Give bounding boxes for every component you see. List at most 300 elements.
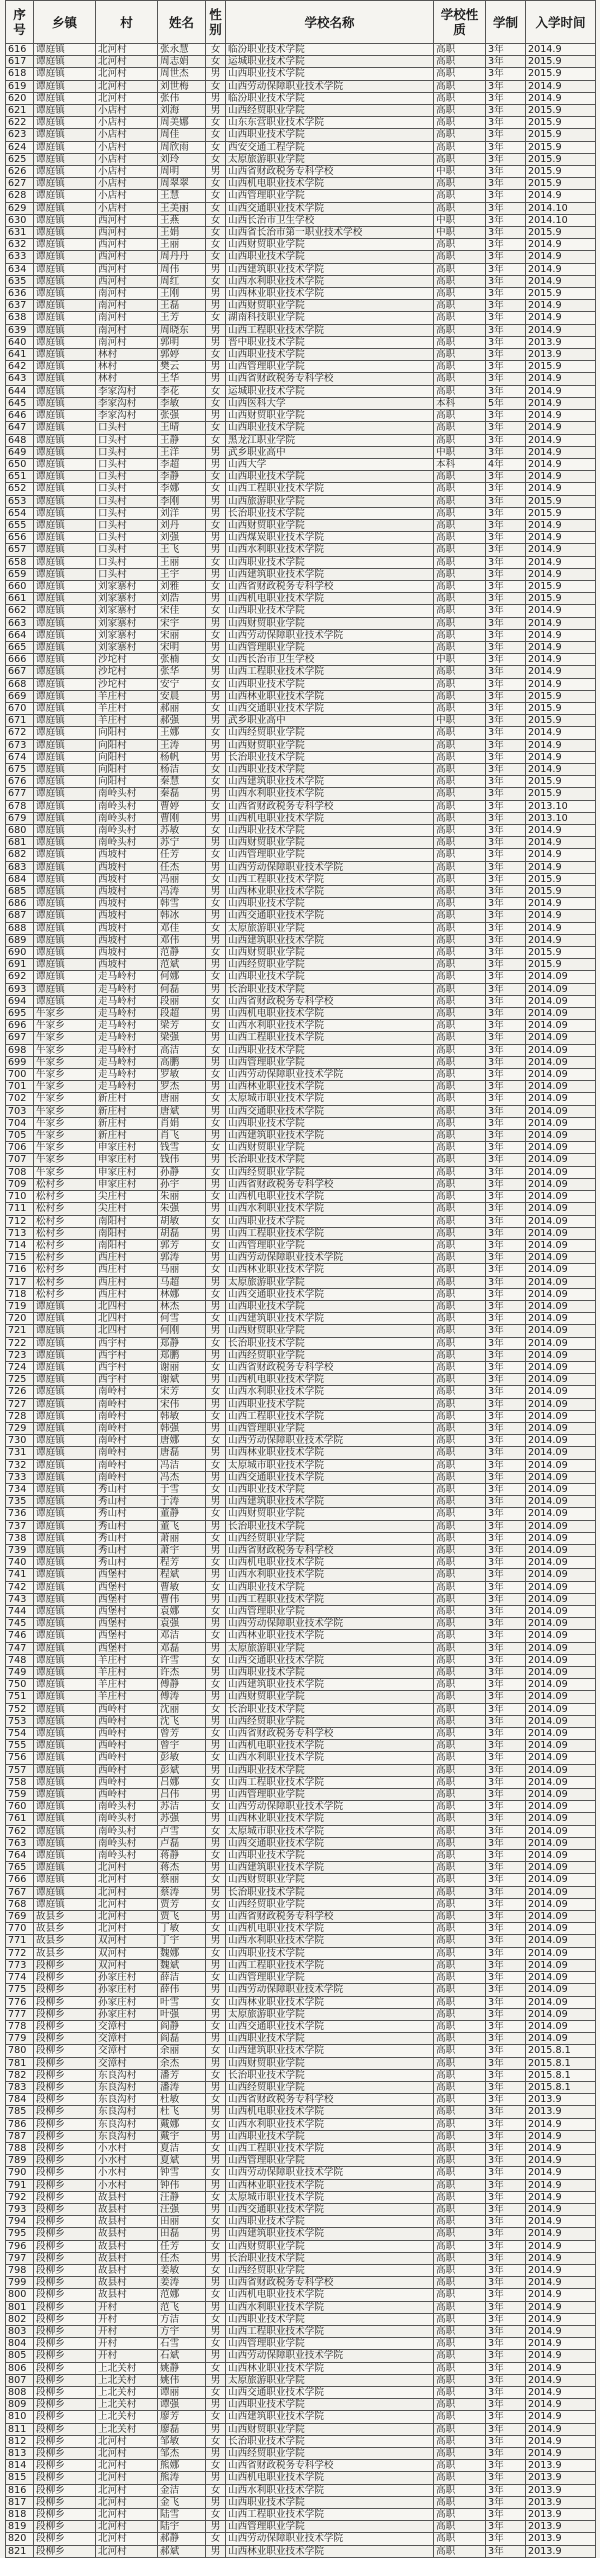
cell-village: 西堡村 xyxy=(96,1581,158,1593)
cell-enroll: 2014.9 xyxy=(526,922,596,934)
cell-years: 3年 xyxy=(486,1581,526,1593)
cell-name: 姚静 xyxy=(158,2362,206,2374)
cell-sex: 男 xyxy=(206,2228,226,2240)
cell-enroll: 2014.9 xyxy=(526,825,596,837)
cell-school: 山西劳动保障职业技术学院 xyxy=(226,2533,434,2545)
cell-nature: 高职 xyxy=(434,812,486,824)
cell-nature: 高职 xyxy=(434,2313,486,2325)
cell-village: 南岭头村 xyxy=(96,825,158,837)
cell-nature: 高职 xyxy=(434,1117,486,1129)
cell-enroll: 2013.9 xyxy=(526,2509,596,2521)
cell-village: 羊庄村 xyxy=(96,715,158,727)
cell-sex: 女 xyxy=(206,1703,226,1715)
cell-nature: 高职 xyxy=(434,324,486,336)
cell-no: 778 xyxy=(6,2020,34,2032)
cell-sex: 男 xyxy=(206,446,226,458)
cell-name: 周佳 xyxy=(158,129,206,141)
cell-years: 3年 xyxy=(486,141,526,153)
cell-no: 696 xyxy=(6,1020,34,1032)
cell-school: 山西建筑职业技术学院 xyxy=(226,1313,434,1325)
cell-village: 小水村 xyxy=(96,2142,158,2154)
table-row xyxy=(6,2203,596,2215)
table-row xyxy=(6,556,596,568)
cell-village: 故县村 xyxy=(96,2277,158,2289)
cell-village: 口头村 xyxy=(96,556,158,568)
cell-village: 刘家寨村 xyxy=(96,580,158,592)
cell-no: 656 xyxy=(6,532,34,544)
cell-sex: 男 xyxy=(206,2203,226,2215)
table-row xyxy=(6,2118,596,2130)
cell-name: 戴宇 xyxy=(158,2130,206,2142)
cell-no: 666 xyxy=(6,654,34,666)
cell-school: 太原旅游职业学院 xyxy=(226,1642,434,1654)
cell-name: 韩冰 xyxy=(158,910,206,922)
cell-years: 3年 xyxy=(486,654,526,666)
cell-nature: 高职 xyxy=(434,849,486,861)
cell-years: 5年 xyxy=(486,397,526,409)
cell-school: 山西长治市卫生学校 xyxy=(226,654,434,666)
cell-town: 段柳乡 xyxy=(34,2179,96,2191)
cell-village: 南阳村 xyxy=(96,1215,158,1227)
cell-nature: 高职 xyxy=(434,2460,486,2472)
cell-name: 郭涛 xyxy=(158,1252,206,1264)
cell-school: 山西经贸职业学院 xyxy=(226,1532,434,1544)
cell-school: 山西机电职业技术学院 xyxy=(226,812,434,824)
cell-years: 3年 xyxy=(486,1935,526,1947)
cell-years: 3年 xyxy=(486,446,526,458)
cell-no: 746 xyxy=(6,1630,34,1642)
cell-town: 谭庭镇 xyxy=(34,776,96,788)
cell-nature: 高职 xyxy=(434,1178,486,1190)
cell-school: 山西大学 xyxy=(226,458,434,470)
cell-school: 山西省财政税务专科学校 xyxy=(226,2277,434,2289)
cell-enroll: 2014.9 xyxy=(526,2277,596,2289)
cell-town: 谭庭镇 xyxy=(34,1862,96,1874)
cell-town: 牛家乡 xyxy=(34,1117,96,1129)
cell-school: 山西建筑职业技术学院 xyxy=(226,263,434,275)
cell-sex: 女 xyxy=(206,44,226,56)
cell-sex: 女 xyxy=(206,776,226,788)
cell-village: 羊庄村 xyxy=(96,690,158,702)
cell-nature: 高职 xyxy=(434,483,486,495)
cell-village: 双河村 xyxy=(96,1947,158,1959)
cell-sex: 男 xyxy=(206,68,226,80)
cell-no: 764 xyxy=(6,1850,34,1862)
cell-school: 山西劳动保障职业技术学院 xyxy=(226,1435,434,1447)
cell-name: 王丽 xyxy=(158,556,206,568)
cell-town: 谭庭镇 xyxy=(34,44,96,56)
cell-enroll: 2014.9 xyxy=(526,763,596,775)
cell-no: 761 xyxy=(6,1813,34,1825)
cell-town: 段柳乡 xyxy=(34,2094,96,2106)
cell-enroll: 2014.9 xyxy=(526,2289,596,2301)
cell-sex: 男 xyxy=(206,1178,226,1190)
cell-name: 唐斌 xyxy=(158,1105,206,1117)
table-row xyxy=(6,1874,596,1886)
cell-no: 648 xyxy=(6,434,34,446)
cell-town: 段柳乡 xyxy=(34,2325,96,2337)
cell-town: 谭庭镇 xyxy=(34,641,96,653)
cell-name: 杨帆 xyxy=(158,751,206,763)
table-row xyxy=(6,1056,596,1068)
table-row xyxy=(6,2472,596,2484)
cell-nature: 高职 xyxy=(434,2045,486,2057)
cell-school: 山西机电职业技术学院 xyxy=(226,1374,434,1386)
cell-town: 段柳乡 xyxy=(34,2472,96,2484)
cell-town: 谭庭镇 xyxy=(34,153,96,165)
cell-enroll: 2014.9 xyxy=(526,910,596,922)
cell-nature: 高职 xyxy=(434,922,486,934)
cell-sex: 女 xyxy=(206,849,226,861)
cell-school: 山西管理职业学院 xyxy=(226,2338,434,2350)
cell-name: 苏强 xyxy=(158,1813,206,1825)
cell-enroll: 2014.9 xyxy=(526,666,596,678)
cell-name: 金飞 xyxy=(158,2496,206,2508)
cell-name: 郑鹏 xyxy=(158,1349,206,1361)
cell-years: 3年 xyxy=(486,1606,526,1618)
cell-no: 820 xyxy=(6,2533,34,2545)
cell-name: 周翠翠 xyxy=(158,178,206,190)
cell-town: 段柳乡 xyxy=(34,2228,96,2240)
cell-nature: 高职 xyxy=(434,1093,486,1105)
cell-name: 王丽 xyxy=(158,239,206,251)
cell-town: 牛家乡 xyxy=(34,1056,96,1068)
cell-school: 西安交通工程学院 xyxy=(226,141,434,153)
cell-sex: 女 xyxy=(206,2240,226,2252)
cell-years: 3年 xyxy=(486,1557,526,1569)
cell-village: 西坡村 xyxy=(96,873,158,885)
cell-town: 段柳乡 xyxy=(34,2142,96,2154)
cell-town: 段柳乡 xyxy=(34,2020,96,2032)
cell-sex: 男 xyxy=(206,641,226,653)
cell-no: 673 xyxy=(6,739,34,751)
cell-enroll: 2015.9 xyxy=(526,593,596,605)
cell-village: 西河村 xyxy=(96,275,158,287)
cell-nature: 高职 xyxy=(434,2289,486,2301)
cell-enroll: 2014.09 xyxy=(526,1093,596,1105)
cell-school: 山西工程职业技术学院 xyxy=(226,1410,434,1422)
cell-no: 649 xyxy=(6,446,34,458)
table-row xyxy=(6,1837,596,1849)
cell-sex: 女 xyxy=(206,1361,226,1373)
cell-years: 3年 xyxy=(486,1752,526,1764)
cell-years: 3年 xyxy=(486,2533,526,2545)
cell-enroll: 2014.09 xyxy=(526,1752,596,1764)
cell-name: 周伟 xyxy=(158,263,206,275)
cell-nature: 高职 xyxy=(434,1544,486,1556)
cell-name: 邹杰 xyxy=(158,2448,206,2460)
cell-name: 贾飞 xyxy=(158,1911,206,1923)
cell-name: 任芳 xyxy=(158,2240,206,2252)
cell-town: 谭庭镇 xyxy=(34,227,96,239)
cell-name: 廖芳 xyxy=(158,2411,206,2423)
cell-school: 山西工程职业技术学院 xyxy=(226,2325,434,2337)
cell-village: 西庄村 xyxy=(96,1276,158,1288)
cell-village: 北河村 xyxy=(96,1874,158,1886)
cell-town: 段柳乡 xyxy=(34,2448,96,2460)
cell-town: 谭庭镇 xyxy=(34,1679,96,1691)
cell-town: 谭庭镇 xyxy=(34,678,96,690)
table-row xyxy=(6,2374,596,2386)
cell-nature: 高职 xyxy=(434,2533,486,2545)
cell-town: 谭庭镇 xyxy=(34,873,96,885)
cell-years: 3年 xyxy=(486,1386,526,1398)
cell-no: 629 xyxy=(6,202,34,214)
cell-village: 沙坨村 xyxy=(96,666,158,678)
cell-sex: 男 xyxy=(206,1471,226,1483)
cell-school: 山西林业职业技术学院 xyxy=(226,1081,434,1093)
cell-sex: 女 xyxy=(206,2411,226,2423)
cell-nature: 高职 xyxy=(434,2081,486,2093)
cell-village: 小店村 xyxy=(96,178,158,190)
cell-no: 763 xyxy=(6,1837,34,1849)
cell-nature: 高职 xyxy=(434,2155,486,2167)
cell-no: 760 xyxy=(6,1801,34,1813)
cell-years: 3年 xyxy=(486,1020,526,1032)
cell-name: 苏敏 xyxy=(158,825,206,837)
cell-sex: 男 xyxy=(206,1837,226,1849)
cell-years: 3年 xyxy=(486,1252,526,1264)
cell-sex: 男 xyxy=(206,373,226,385)
cell-enroll: 2013.9 xyxy=(526,336,596,348)
cell-village: 南岭村 xyxy=(96,1447,158,1459)
cell-nature: 高职 xyxy=(434,80,486,92)
cell-no: 623 xyxy=(6,129,34,141)
cell-enroll: 2014.09 xyxy=(526,1191,596,1203)
cell-years: 3年 xyxy=(486,1520,526,1532)
cell-no: 740 xyxy=(6,1557,34,1569)
cell-no: 640 xyxy=(6,336,34,348)
cell-sex: 男 xyxy=(206,1398,226,1410)
cell-name: 郭芳 xyxy=(158,1239,206,1251)
cell-sex: 男 xyxy=(206,715,226,727)
cell-enroll: 2014.9 xyxy=(526,2191,596,2203)
cell-enroll: 2014.09 xyxy=(526,1837,596,1849)
cell-years: 3年 xyxy=(486,1166,526,1178)
cell-sex: 女 xyxy=(206,678,226,690)
cell-school: 长治职业技术学院 xyxy=(226,2252,434,2264)
cell-no: 739 xyxy=(6,1544,34,1556)
cell-village: 东良沟村 xyxy=(96,2081,158,2093)
cell-town: 谭庭镇 xyxy=(34,1496,96,1508)
cell-nature: 高职 xyxy=(434,873,486,885)
cell-nature: 高职 xyxy=(434,1435,486,1447)
cell-nature: 高职 xyxy=(434,2423,486,2435)
table-row xyxy=(6,1752,596,1764)
cell-town: 谭庭镇 xyxy=(34,410,96,422)
cell-no: 712 xyxy=(6,1215,34,1227)
cell-name: 吕伟 xyxy=(158,1789,206,1801)
cell-sex: 女 xyxy=(206,349,226,361)
cell-sex: 男 xyxy=(206,1911,226,1923)
cell-no: 650 xyxy=(6,458,34,470)
cell-name: 姜敏 xyxy=(158,2264,206,2276)
cell-school: 长治职业技术学院 xyxy=(226,1154,434,1166)
cell-town: 段柳乡 xyxy=(34,2399,96,2411)
cell-no: 661 xyxy=(6,593,34,605)
cell-sex: 女 xyxy=(206,1728,226,1740)
cell-sex: 女 xyxy=(206,1069,226,1081)
table-row xyxy=(6,1728,596,1740)
cell-enroll: 2014.9 xyxy=(526,898,596,910)
cell-years: 3年 xyxy=(486,92,526,104)
cell-nature: 高职 xyxy=(434,1215,486,1227)
table-row xyxy=(6,1313,596,1325)
cell-enroll: 2014.09 xyxy=(526,1044,596,1056)
cell-no: 806 xyxy=(6,2362,34,2374)
cell-village: 西庄村 xyxy=(96,1264,158,1276)
cell-no: 810 xyxy=(6,2411,34,2423)
table-row xyxy=(6,1544,596,1556)
cell-nature: 高职 xyxy=(434,1764,486,1776)
cell-town: 段柳乡 xyxy=(34,2411,96,2423)
cell-town: 松村乡 xyxy=(34,1191,96,1203)
cell-town: 段柳乡 xyxy=(34,2460,96,2472)
cell-years: 3年 xyxy=(486,947,526,959)
cell-no: 743 xyxy=(6,1593,34,1605)
cell-village: 小店村 xyxy=(96,166,158,178)
cell-school: 山西林业职业技术学院 xyxy=(226,2179,434,2191)
cell-nature: 高职 xyxy=(434,751,486,763)
cell-years: 3年 xyxy=(486,1276,526,1288)
cell-sex: 女 xyxy=(206,483,226,495)
cell-no: 771 xyxy=(6,1935,34,1947)
cell-no: 737 xyxy=(6,1520,34,1532)
table-row xyxy=(6,239,596,251)
cell-sex: 男 xyxy=(206,1203,226,1215)
cell-years: 3年 xyxy=(486,1239,526,1251)
cell-years: 3年 xyxy=(486,1008,526,1020)
table-row xyxy=(6,56,596,68)
table-row xyxy=(6,2008,596,2020)
cell-years: 3年 xyxy=(486,1496,526,1508)
table-row xyxy=(6,80,596,92)
cell-sex: 女 xyxy=(206,1923,226,1935)
cell-village: 走马岭村 xyxy=(96,971,158,983)
cell-village: 北河村 xyxy=(96,44,158,56)
cell-name: 王华 xyxy=(158,373,206,385)
table-row xyxy=(6,2496,596,2508)
cell-nature: 高职 xyxy=(434,1313,486,1325)
cell-enroll: 2014.9 xyxy=(526,629,596,641)
cell-sex: 男 xyxy=(206,2106,226,2118)
cell-enroll: 2013.9 xyxy=(526,2545,596,2557)
cell-name: 汪静 xyxy=(158,2191,206,2203)
cell-name: 宋宇 xyxy=(158,617,206,629)
cell-village: 小水村 xyxy=(96,2167,158,2179)
cell-no: 671 xyxy=(6,715,34,727)
cell-years: 3年 xyxy=(486,385,526,397)
cell-village: 小店村 xyxy=(96,129,158,141)
cell-years: 3年 xyxy=(486,2399,526,2411)
table-row xyxy=(6,2387,596,2399)
cell-enroll: 2014.9 xyxy=(526,239,596,251)
cell-enroll: 2014.09 xyxy=(526,1056,596,1068)
cell-no: 692 xyxy=(6,971,34,983)
cell-school: 山西工程职业技术学院 xyxy=(226,1776,434,1788)
cell-enroll: 2014.09 xyxy=(526,1654,596,1666)
cell-school: 山西经贸职业学院 xyxy=(226,1715,434,1727)
cell-nature: 高职 xyxy=(434,1325,486,1337)
cell-nature: 高职 xyxy=(434,141,486,153)
cell-nature: 高职 xyxy=(434,690,486,702)
cell-enroll: 2013.9 xyxy=(526,2460,596,2472)
cell-sex: 男 xyxy=(206,2496,226,2508)
cell-years: 3年 xyxy=(486,2228,526,2240)
cell-years: 3年 xyxy=(486,2191,526,2203)
cell-sex: 男 xyxy=(206,2325,226,2337)
table-row xyxy=(6,2081,596,2093)
cell-town: 谭庭镇 xyxy=(34,556,96,568)
table-row xyxy=(6,1776,596,1788)
cell-years: 3年 xyxy=(486,2387,526,2399)
cell-years: 3年 xyxy=(486,1227,526,1239)
cell-no: 773 xyxy=(6,1959,34,1971)
table-row xyxy=(6,861,596,873)
table-row xyxy=(6,2277,596,2289)
cell-name: 宋芳 xyxy=(158,1386,206,1398)
cell-nature: 高职 xyxy=(434,1337,486,1349)
cell-school: 山西劳动保障职业技术学院 xyxy=(226,861,434,873)
cell-town: 谭庭镇 xyxy=(34,483,96,495)
cell-sex: 男 xyxy=(206,593,226,605)
cell-no: 727 xyxy=(6,1398,34,1410)
cell-sex: 女 xyxy=(206,605,226,617)
cell-town: 松村乡 xyxy=(34,1227,96,1239)
cell-name: 周世杰 xyxy=(158,68,206,80)
cell-no: 779 xyxy=(6,2033,34,2045)
cell-village: 向阳村 xyxy=(96,751,158,763)
table-row xyxy=(6,92,596,104)
cell-town: 谭庭镇 xyxy=(34,1532,96,1544)
cell-name: 姜涛 xyxy=(158,2277,206,2289)
cell-name: 李娜 xyxy=(158,483,206,495)
cell-school: 山西职业技术学院 xyxy=(226,971,434,983)
cell-name: 杜敏 xyxy=(158,2094,206,2106)
cell-village: 口头村 xyxy=(96,495,158,507)
cell-enroll: 2014.9 xyxy=(526,568,596,580)
cell-town: 谭庭镇 xyxy=(34,1459,96,1471)
cell-years: 3年 xyxy=(486,825,526,837)
cell-years: 3年 xyxy=(486,2484,526,2496)
cell-no: 642 xyxy=(6,361,34,373)
cell-name: 唐磊 xyxy=(158,1447,206,1459)
cell-no: 699 xyxy=(6,1056,34,1068)
cell-no: 803 xyxy=(6,2325,34,2337)
cell-town: 段柳乡 xyxy=(34,2313,96,2325)
table-row xyxy=(6,1862,596,1874)
cell-enroll: 2014.9 xyxy=(526,2411,596,2423)
cell-town: 段柳乡 xyxy=(34,2240,96,2252)
cell-sex: 男 xyxy=(206,1569,226,1581)
cell-school: 山西工程职业技术学院 xyxy=(226,1959,434,1971)
cell-enroll: 2014.09 xyxy=(526,1557,596,1569)
cell-nature: 高职 xyxy=(434,422,486,434)
cell-town: 松村乡 xyxy=(34,1276,96,1288)
cell-enroll: 2015.9 xyxy=(526,56,596,68)
cell-town: 谭庭镇 xyxy=(34,593,96,605)
cell-years: 3年 xyxy=(486,959,526,971)
cell-name: 张华 xyxy=(158,666,206,678)
cell-sex: 男 xyxy=(206,1764,226,1776)
table-row xyxy=(6,44,596,56)
table-row xyxy=(6,1154,596,1166)
cell-school: 山西省财政税务专科学校 xyxy=(226,1178,434,1190)
cell-town: 谭庭镇 xyxy=(34,349,96,361)
cell-years: 3年 xyxy=(486,2155,526,2167)
cell-name: 张永慧 xyxy=(158,44,206,56)
cell-enroll: 2014.09 xyxy=(526,1898,596,1910)
